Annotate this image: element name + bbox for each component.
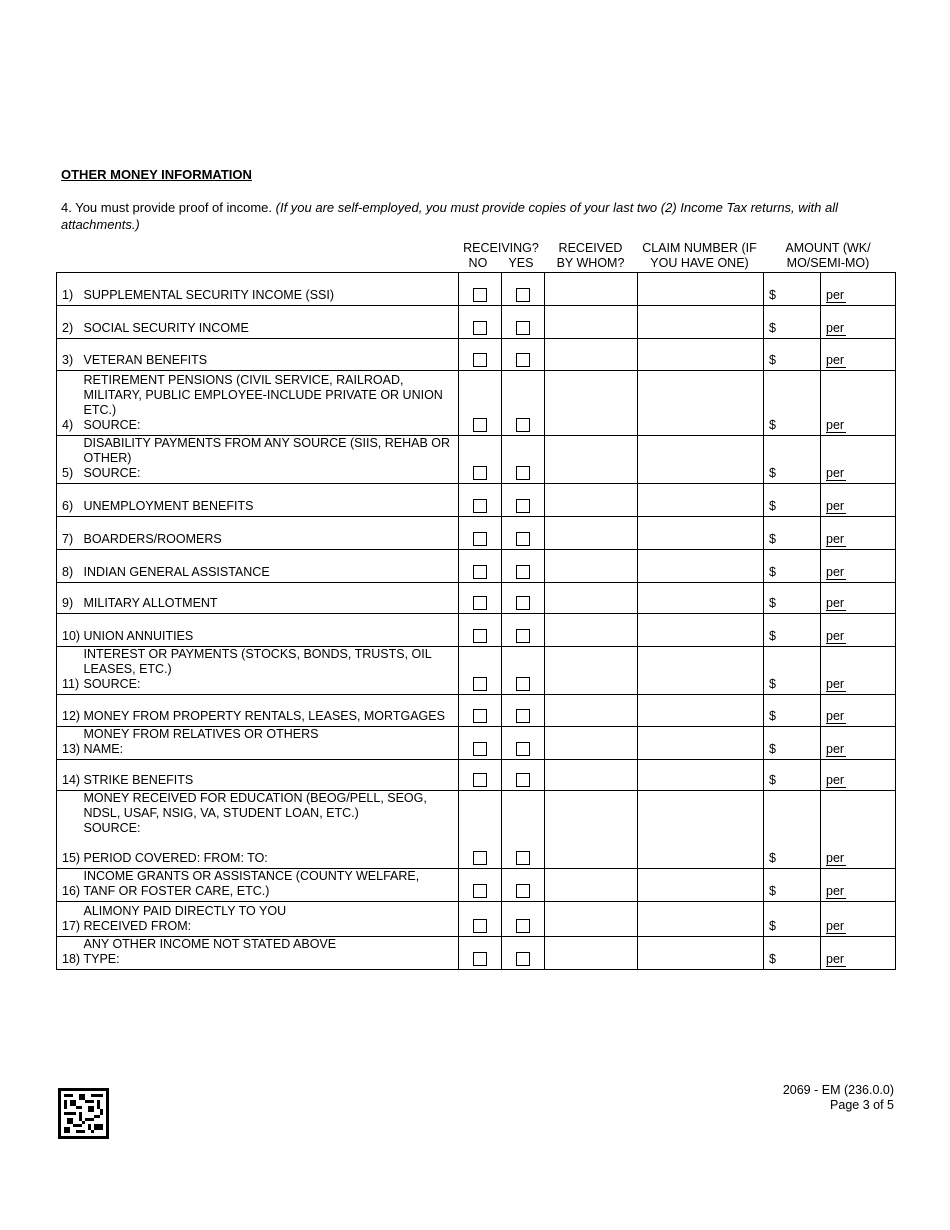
claim-number-field[interactable] [638, 647, 764, 695]
row-number: 14) [57, 760, 84, 791]
receiving-header [458, 241, 544, 271]
receiving-yes-cell [502, 583, 545, 614]
receiving-no-cell [459, 273, 502, 306]
yes-label: YES [508, 256, 534, 270]
row-label: SOCIAL SECURITY INCOME [84, 306, 459, 339]
claim-number-field[interactable] [638, 902, 764, 937]
amount-field[interactable] [764, 306, 821, 339]
claim-number-field[interactable] [638, 550, 764, 583]
table-row [57, 869, 896, 902]
row-number: 18) [57, 937, 84, 970]
receiving-yes-cell [502, 727, 545, 760]
frequency-field[interactable] [821, 647, 896, 695]
received-by-field[interactable] [545, 902, 638, 937]
receiving-yes-checkbox[interactable] [516, 353, 530, 367]
row-number: 11) [57, 647, 84, 695]
dollar-sign: $ [769, 709, 776, 723]
receiving-yes-cell [502, 371, 545, 436]
claim-number-field[interactable] [638, 436, 764, 484]
receiving-yes-cell [502, 306, 545, 339]
amount-field[interactable] [764, 484, 821, 517]
receiving-yes-checkbox[interactable] [516, 565, 530, 579]
dollar-sign: $ [769, 742, 776, 756]
receiving-yes-cell [502, 550, 545, 583]
receiving-no-checkbox[interactable] [473, 565, 487, 579]
receiving-yes-cell [502, 436, 545, 484]
claim-number-field[interactable] [638, 339, 764, 371]
received-by-field[interactable] [545, 869, 638, 902]
row-number: 9) [57, 583, 84, 614]
receiving-no-cell [459, 760, 502, 791]
receiving-no-checkbox[interactable] [473, 677, 487, 691]
claim-number-field[interactable] [638, 727, 764, 760]
barcode-2d [58, 1088, 109, 1139]
row-label: RETIREMENT PENSIONS (CIVIL SERVICE, RAILROAD, MILITARY, PUBLIC EMPLOYEE-INCLUDE PRIVATE OR UNION ETC.) SOURCE: [84, 371, 459, 436]
frequency-field[interactable] [821, 937, 896, 970]
receiving-no-checkbox[interactable] [473, 742, 487, 756]
amount-field[interactable] [764, 869, 821, 902]
claim-number-field[interactable] [638, 760, 764, 791]
row-label: BOARDERS/ROOMERS [84, 517, 459, 550]
receiving-no-cell [459, 371, 502, 436]
dollar-sign: $ [769, 532, 776, 546]
receiving-no-checkbox[interactable] [473, 532, 487, 546]
dollar-sign: $ [769, 321, 776, 335]
received-by-line1: RECEIVED [558, 241, 623, 255]
receiving-no-checkbox[interactable] [473, 321, 487, 335]
receiving-yes-checkbox[interactable] [516, 532, 530, 546]
receiving-yes-checkbox[interactable] [516, 321, 530, 335]
row-label: INCOME GRANTS OR ASSISTANCE (COUNTY WELFARE, TANF OR FOSTER CARE, ETC.) [84, 869, 459, 902]
table-row [57, 902, 896, 937]
dollar-sign: $ [769, 596, 776, 610]
per-label: per [826, 952, 845, 966]
received-by-line2: BY WHOM? [556, 256, 625, 270]
receiving-yes-checkbox[interactable] [516, 773, 530, 787]
frequency-field[interactable] [821, 760, 896, 791]
received-by-field[interactable] [545, 791, 638, 869]
receiving-no-checkbox[interactable] [473, 499, 487, 513]
amount-field[interactable] [764, 550, 821, 583]
receiving-yes-cell [502, 869, 545, 902]
amount-field[interactable] [764, 791, 821, 869]
table-row [57, 484, 896, 517]
receiving-no-checkbox[interactable] [473, 629, 487, 643]
table-row [57, 614, 896, 647]
received-by-field[interactable] [545, 760, 638, 791]
table-row [57, 937, 896, 970]
receiving-yes-checkbox[interactable] [516, 709, 530, 723]
receiving-no-cell [459, 339, 502, 371]
row-label: STRIKE BENEFITS [84, 760, 459, 791]
dollar-sign: $ [769, 677, 776, 691]
per-label: per [826, 596, 845, 610]
receiving-no-checkbox[interactable] [473, 353, 487, 367]
claim-line1: CLAIM NUMBER (IF [642, 241, 757, 255]
receiving-yes-checkbox[interactable] [516, 288, 530, 302]
amount-header [768, 241, 888, 271]
no-label: NO [468, 256, 488, 270]
per-label: per [826, 418, 845, 432]
receiving-yes-checkbox[interactable] [516, 742, 530, 756]
row-number: 7) [57, 517, 84, 550]
claim-number-field[interactable] [638, 791, 764, 869]
row-label: DISABILITY PAYMENTS FROM ANY SOURCE (SIIS, REHAB OR OTHER) SOURCE: [84, 436, 459, 484]
row-number: 5) [57, 436, 84, 484]
receiving-yes-checkbox[interactable] [516, 466, 530, 480]
amount-field[interactable] [764, 937, 821, 970]
table-row [57, 550, 896, 583]
receiving-yes-cell [502, 760, 545, 791]
table-row [57, 583, 896, 614]
row-label: ANY OTHER INCOME NOT STATED ABOVE TYPE: [84, 937, 459, 970]
claim-number-field[interactable] [638, 517, 764, 550]
received-by-field[interactable] [545, 695, 638, 727]
receiving-no-checkbox[interactable] [473, 288, 487, 302]
receiving-yes-cell [502, 339, 545, 371]
claim-number-field[interactable] [638, 869, 764, 902]
instruction-note: (If you are self-employed, you must provide copies of your last two (2) Income Tax returns, with all attachments.) [61, 200, 839, 232]
row-number: 12) [57, 695, 84, 727]
row-number: 3) [57, 339, 84, 371]
claim-number-field[interactable] [638, 937, 764, 970]
frequency-field[interactable] [821, 371, 896, 436]
receiving-yes-cell [502, 273, 545, 306]
form-id: 2069 - EM (236.0.0) [782, 1083, 894, 1097]
row-number: 10) [57, 614, 84, 647]
per-label: per [826, 773, 845, 787]
receiving-no-cell [459, 937, 502, 970]
row-label: ALIMONY PAID DIRECTLY TO YOU RECEIVED FROM: [84, 902, 459, 937]
row-label: UNION ANNUITIES [84, 614, 459, 647]
receiving-yes-cell [502, 484, 545, 517]
receiving-yes-checkbox[interactable] [516, 884, 530, 898]
frequency-field[interactable] [821, 727, 896, 760]
receiving-no-cell [459, 517, 502, 550]
amount-field[interactable] [764, 727, 821, 760]
claim-number-field[interactable] [638, 273, 764, 306]
frequency-field[interactable] [821, 695, 896, 727]
amount-field[interactable] [764, 760, 821, 791]
receiving-yes-checkbox[interactable] [516, 952, 530, 966]
receiving-yes-checkbox[interactable] [516, 596, 530, 610]
claim-number-field[interactable] [638, 614, 764, 647]
income-rows [57, 273, 896, 970]
receiving-no-cell [459, 550, 502, 583]
table-row [57, 517, 896, 550]
received-by-header [544, 241, 637, 271]
frequency-field[interactable] [821, 436, 896, 484]
received-by-field[interactable] [545, 583, 638, 614]
receiving-no-cell [459, 484, 502, 517]
claim-line2: YOU HAVE ONE) [650, 256, 749, 270]
row-number: 17) [57, 902, 84, 937]
receiving-yes-cell [502, 791, 545, 869]
frequency-field[interactable] [821, 902, 896, 937]
row-number: 13) [57, 727, 84, 760]
amount-field[interactable] [764, 436, 821, 484]
frequency-field[interactable] [821, 791, 896, 869]
table-row [57, 371, 896, 436]
frequency-field[interactable] [821, 484, 896, 517]
receiving-no-cell [459, 695, 502, 727]
row-number: 15) [57, 791, 84, 869]
table-row [57, 760, 896, 791]
row-label: UNEMPLOYMENT BENEFITS [84, 484, 459, 517]
amount-field[interactable] [764, 647, 821, 695]
amount-field[interactable] [764, 695, 821, 727]
received-by-field[interactable] [545, 550, 638, 583]
dollar-sign: $ [769, 499, 776, 513]
receiving-yes-cell [502, 902, 545, 937]
amount-field[interactable] [764, 902, 821, 937]
receiving-no-cell [459, 902, 502, 937]
amount-field[interactable] [764, 273, 821, 306]
no-yes-labels [458, 256, 544, 271]
received-by-field[interactable] [545, 436, 638, 484]
receiving-no-cell [459, 436, 502, 484]
table-row [57, 695, 896, 727]
receiving-label: RECEIVING? [463, 241, 539, 255]
receiving-yes-cell [502, 614, 545, 647]
section-title: OTHER MONEY INFORMATION [61, 167, 252, 182]
row-label: INDIAN GENERAL ASSISTANCE [84, 550, 459, 583]
amount-field[interactable] [764, 517, 821, 550]
table-row [57, 791, 896, 869]
frequency-field[interactable] [821, 614, 896, 647]
row-number: 16) [57, 869, 84, 902]
receiving-yes-checkbox[interactable] [516, 677, 530, 691]
receiving-no-cell [459, 306, 502, 339]
amount-field[interactable] [764, 583, 821, 614]
row-label: SUPPLEMENTAL SECURITY INCOME (SSI) [84, 273, 459, 306]
row-number: 1) [57, 273, 84, 306]
dollar-sign: $ [769, 952, 776, 966]
claim-number-field[interactable] [638, 484, 764, 517]
table-row [57, 273, 896, 306]
received-by-field[interactable] [545, 306, 638, 339]
claim-number-field[interactable] [638, 371, 764, 436]
per-label: per [826, 532, 845, 546]
received-by-field[interactable] [545, 517, 638, 550]
claim-number-header [637, 241, 762, 271]
received-by-field[interactable] [545, 484, 638, 517]
row-label: VETERAN BENEFITS [84, 339, 459, 371]
row-label: MONEY RECEIVED FOR EDUCATION (BEOG/PELL, SEOG, NDSL, USAF, NSIG, VA, STUDENT LOAN, ETC.) SOURCE: PERIOD COVERED: FROM: TO: [84, 791, 459, 869]
dollar-sign: $ [769, 288, 776, 302]
received-by-field[interactable] [545, 614, 638, 647]
receiving-yes-checkbox[interactable] [516, 919, 530, 933]
receiving-no-cell [459, 869, 502, 902]
row-label: MONEY FROM PROPERTY RENTALS, LEASES, MORTGAGES [84, 695, 459, 727]
instruction-lead: 4. You must provide proof of income. [61, 200, 273, 215]
receiving-no-checkbox[interactable] [473, 596, 487, 610]
per-label: per [826, 629, 845, 643]
table-row [57, 727, 896, 760]
table-row [57, 306, 896, 339]
dollar-sign: $ [769, 565, 776, 579]
frequency-field[interactable] [821, 583, 896, 614]
receiving-no-cell [459, 583, 502, 614]
row-label: MILITARY ALLOTMENT [84, 583, 459, 614]
receiving-no-checkbox[interactable] [473, 466, 487, 480]
dollar-sign: $ [769, 353, 776, 367]
dollar-sign: $ [769, 919, 776, 933]
row-number: 2) [57, 306, 84, 339]
per-label: per [826, 709, 845, 723]
per-label: per [826, 321, 845, 335]
receiving-no-cell [459, 791, 502, 869]
receiving-no-checkbox[interactable] [473, 884, 487, 898]
receiving-no-checkbox[interactable] [473, 709, 487, 723]
receiving-no-checkbox[interactable] [473, 952, 487, 966]
receiving-yes-checkbox[interactable] [516, 499, 530, 513]
received-by-field[interactable] [545, 937, 638, 970]
receiving-no-cell [459, 647, 502, 695]
receiving-no-checkbox[interactable] [473, 773, 487, 787]
receiving-yes-cell [502, 647, 545, 695]
claim-number-field[interactable] [638, 695, 764, 727]
amount-field[interactable] [764, 614, 821, 647]
row-number: 6) [57, 484, 84, 517]
frequency-field[interactable] [821, 550, 896, 583]
receiving-no-cell [459, 727, 502, 760]
table-row [57, 436, 896, 484]
claim-number-field[interactable] [638, 306, 764, 339]
received-by-field[interactable] [545, 371, 638, 436]
frequency-field[interactable] [821, 273, 896, 306]
per-label: per [826, 884, 845, 898]
receiving-yes-checkbox[interactable] [516, 851, 530, 865]
amount-field[interactable] [764, 371, 821, 436]
receiving-yes-cell [502, 517, 545, 550]
receiving-yes-checkbox[interactable] [516, 418, 530, 432]
receiving-yes-checkbox[interactable] [516, 629, 530, 643]
receiving-yes-cell [502, 937, 545, 970]
receiving-no-cell [459, 614, 502, 647]
frequency-field[interactable] [821, 306, 896, 339]
dollar-sign: $ [769, 418, 776, 432]
table-row [57, 339, 896, 371]
frequency-field[interactable] [821, 339, 896, 371]
per-label: per [826, 466, 845, 480]
dollar-sign: $ [769, 466, 776, 480]
received-by-field[interactable] [545, 727, 638, 760]
dollar-sign: $ [769, 884, 776, 898]
dollar-sign: $ [769, 629, 776, 643]
amount-field[interactable] [764, 339, 821, 371]
amount-line1: AMOUNT (WK/ [785, 241, 871, 255]
row-number: 8) [57, 550, 84, 583]
form-footer [783, 1083, 894, 1113]
table-row [57, 647, 896, 695]
dollar-sign: $ [769, 851, 776, 865]
row-label: MONEY FROM RELATIVES OR OTHERS NAME: [84, 727, 459, 760]
claim-number-field[interactable] [638, 583, 764, 614]
amount-line2: MO/SEMI-MO) [786, 256, 870, 270]
per-label: per [826, 499, 845, 513]
per-label: per [826, 742, 845, 756]
receiving-yes-cell [502, 695, 545, 727]
receiving-no-checkbox[interactable] [473, 418, 487, 432]
frequency-field[interactable] [821, 517, 896, 550]
per-label: per [826, 565, 845, 579]
row-label: INTEREST OR PAYMENTS (STOCKS, BONDS, TRUSTS, OIL LEASES, ETC.) SOURCE: [84, 647, 459, 695]
instruction-text [61, 199, 895, 233]
row-number: 4) [57, 371, 84, 436]
dollar-sign: $ [769, 773, 776, 787]
received-by-field[interactable] [545, 273, 638, 306]
per-label: per [826, 851, 845, 865]
per-label: per [826, 353, 845, 367]
receiving-no-checkbox[interactable] [473, 851, 487, 865]
page-number: Page 3 of 5 [830, 1098, 894, 1112]
per-label: per [826, 288, 845, 302]
income-table [56, 272, 896, 970]
per-label: per [826, 919, 845, 933]
received-by-field[interactable] [545, 339, 638, 371]
frequency-field[interactable] [821, 869, 896, 902]
per-label: per [826, 677, 845, 691]
receiving-no-checkbox[interactable] [473, 919, 487, 933]
received-by-field[interactable] [545, 647, 638, 695]
